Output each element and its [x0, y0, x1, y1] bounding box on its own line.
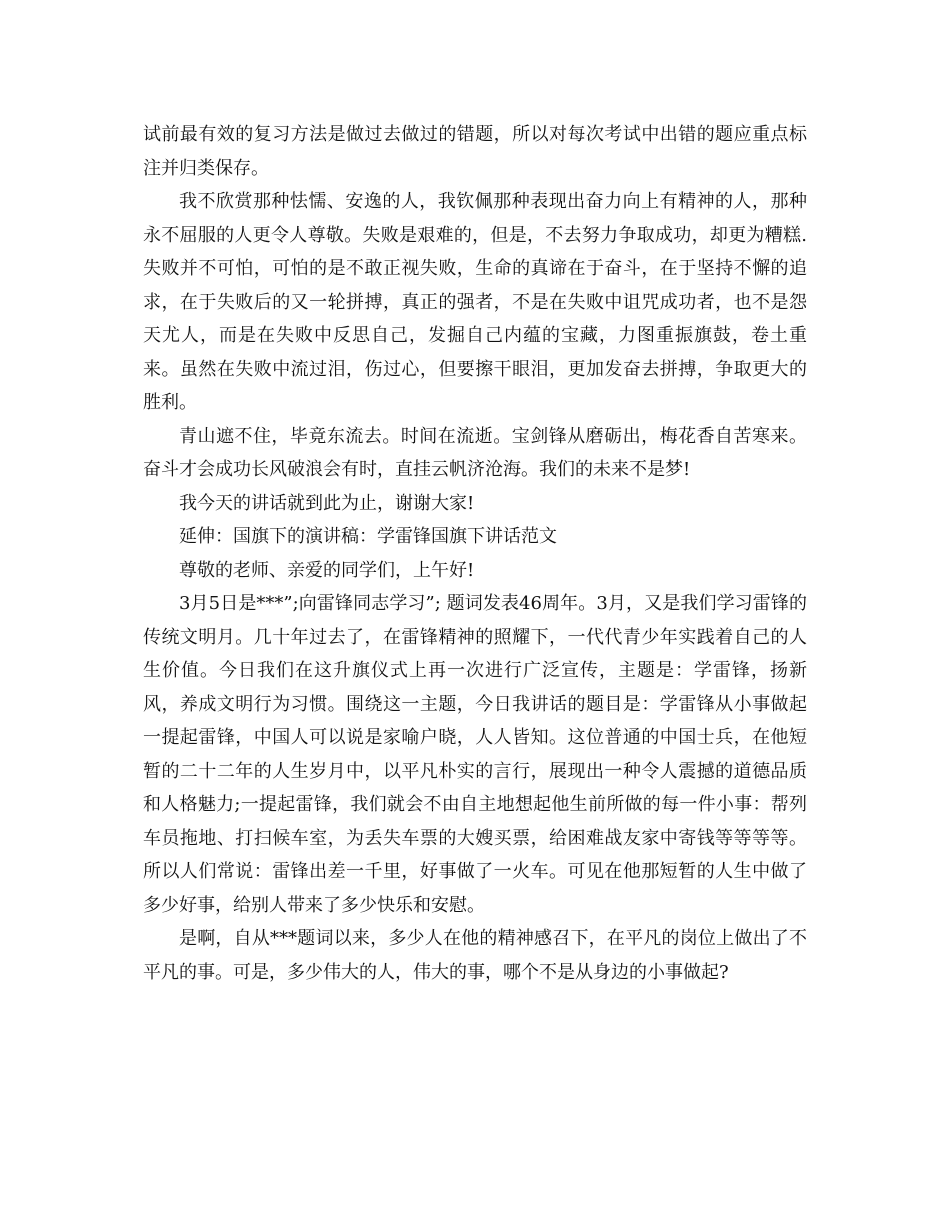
document-body	[143, 118, 807, 989]
paragraph-greeting: 尊敬的老师、亲爱的同学们，上午好!	[179, 559, 475, 581]
paragraph-small-things: 是啊，自从***题词以来，多少人在他的精神感召下，在平凡的岗位上做出了不平凡的事。可是，多少伟大的人，伟大的事，哪个不是从身边的小事做起?	[143, 928, 807, 983]
paragraph-failure: 我不欣赏那种怯懦、安逸的人，我钦佩那种表现出奋力向上有精神的人，那种永不屈服的人更令人尊敬。失败是艰难的，但是，不去努力争取成功，却更为糟糕.失败并不可怕，可怕的是不敢正视失败，生命的真谛在于奋斗，在于坚持不懈的追求，在于失败后的又一轮拼搏，真正的强者，不是在失败中诅咒成功者，也不是怨天尤人，而是在失败中反思自己，发掘自己内蕴的宝藏，力图重振旗鼓，卷土重来。虽然在失败中流过泪，伤过心，但要擦干眼泪，更加发奋去拼搏，争取更大的胜利。	[143, 191, 807, 413]
paragraph-future: 青山遮不住，毕竟东流去。时间在流逝。宝剑锋从磨砺出，梅花香自苦寒来。奋斗才会成功长风破浪会有时，直挂云帆济沧海。我们的未来不是梦!	[143, 425, 807, 480]
paragraph-continuation: 试前最有效的复习方法是做过去做过的错题，所以对每次考试中出错的题应重点标注并归类保存。	[143, 124, 807, 179]
paragraph-closing: 我今天的讲话就到此为止，谢谢大家!	[179, 492, 475, 514]
paragraph-extension-title: 延伸：国旗下的演讲稿：学雷锋国旗下讲话范文	[179, 526, 557, 547]
paragraph-lei-feng: 3月5日是***”;向雷锋同志学习”; 题词发表46周年。3月，又是我们学习雷锋的传统文明月。几十年过去了，在雷锋精神的照耀下，一代代青少年实践着自己的人生价值。今日我们在这升旗仪式上再一次进行广泛宣传，主题是：学雷锋，扬新风，养成文明行为习惯。围绕这一主题，今日我讲话的题目是：学雷锋从小事做起一提起雷锋，中国人可以说是家喻户晓，人人皆知。这位普通的中国士兵，在他短暂的二十二年的人生岁月中，以平凡朴实的言行，展现出一种令人震撼的道德品质和人格魅力;一提起雷锋，我们就会不由自主地想起他生前所做的每一件小事：帮列车员拖地、打扫候车室，为丢失车票的大嫂买票，给困难战友家中寄钱等等等等。所以人们常说：雷锋出差一千里，好事做了一火车。可见在他那短暂的人生中做了多少好事，给别人带来了多少快乐和安慰。	[143, 593, 807, 916]
